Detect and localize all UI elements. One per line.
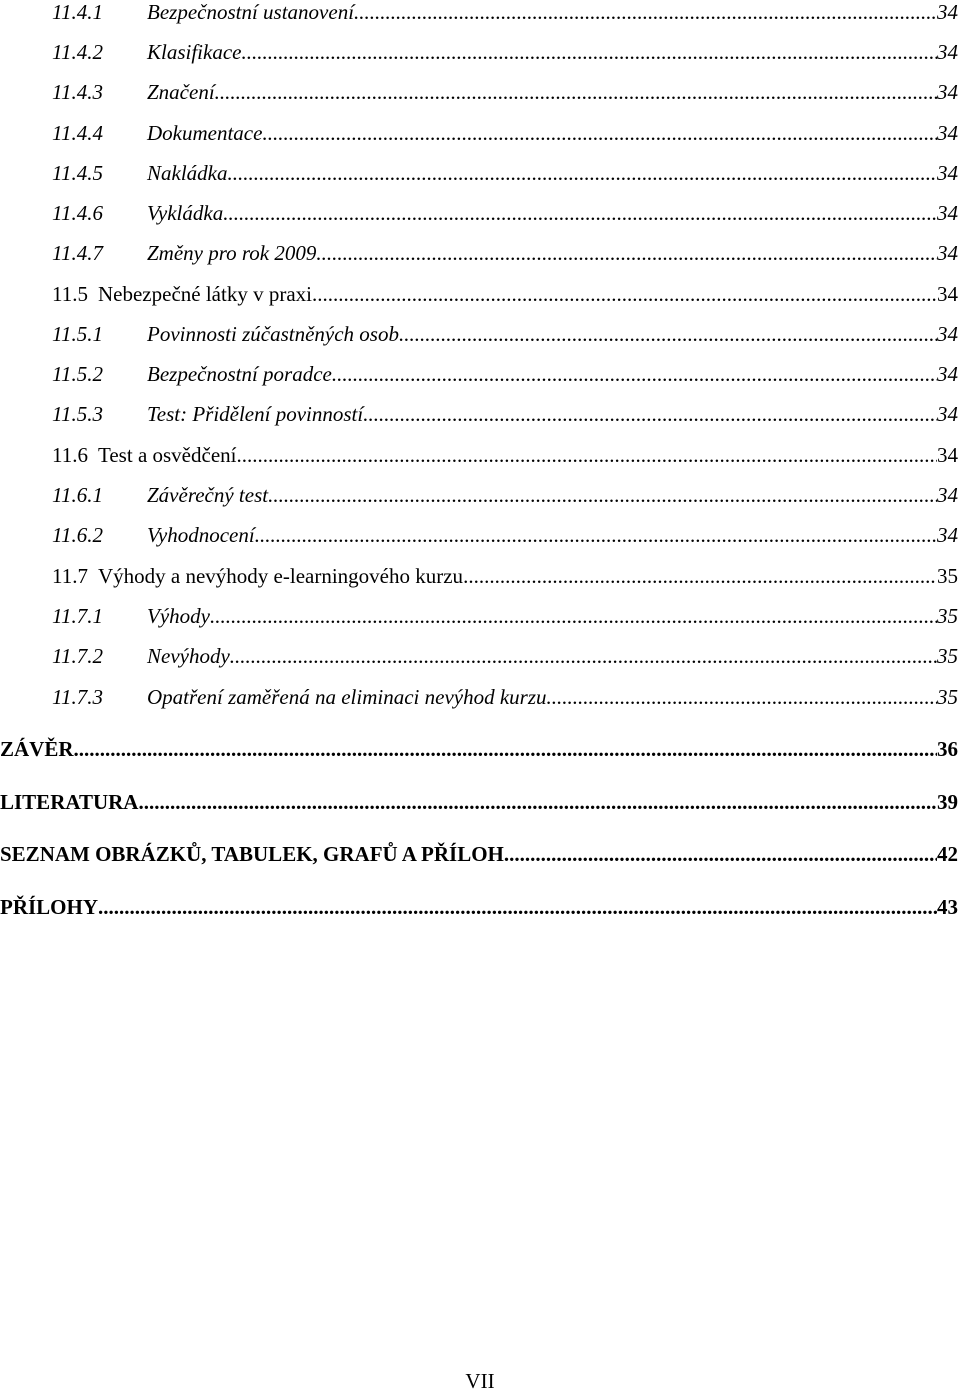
toc-entry-number: 11.5.1 xyxy=(52,322,103,346)
toc-entry-title: Vyhodnocení xyxy=(147,523,255,547)
toc-entry-number: 11.7.2 xyxy=(52,644,103,668)
dot-leader xyxy=(316,238,937,268)
toc-entry[interactable] xyxy=(0,561,958,591)
toc-entry-page: 34 xyxy=(937,322,958,346)
toc-entry-number: 11.4.1 xyxy=(52,0,103,24)
dot-leader xyxy=(547,682,937,712)
toc-entry-title: Změny pro rok 2009 xyxy=(147,241,317,265)
dot-leader xyxy=(215,77,937,107)
dot-leader xyxy=(236,440,937,470)
toc-entry-number: 11.4.5 xyxy=(52,161,103,185)
toc-entry[interactable] xyxy=(0,601,958,631)
toc-entry-number: 11.6.1 xyxy=(52,483,103,507)
dot-leader xyxy=(74,734,937,764)
toc-entry[interactable] xyxy=(0,641,958,671)
toc-entry[interactable] xyxy=(0,198,958,228)
toc-entry-number: 11.4.7 xyxy=(52,241,103,265)
toc-entry[interactable] xyxy=(0,37,958,67)
toc-entry-title: SEZNAM OBRÁZKŮ, TABULEK, GRAFŮ A PŘÍLOH xyxy=(0,842,504,866)
toc-entry[interactable] xyxy=(0,77,958,107)
dot-leader xyxy=(504,839,937,869)
dot-leader xyxy=(262,118,937,148)
dot-leader xyxy=(98,892,937,922)
toc-entry-page: 34 xyxy=(937,483,958,507)
toc-entry-title: Výhody a nevýhody e-learningového kurzu xyxy=(98,564,464,588)
toc-entry-page: 34 xyxy=(937,40,958,64)
toc-entry-page: 34 xyxy=(937,282,958,306)
dot-leader xyxy=(332,359,937,389)
toc-chapter[interactable] xyxy=(0,734,958,764)
toc-entry[interactable] xyxy=(0,440,958,470)
toc-entry-number: 11.6 xyxy=(52,443,88,467)
toc-entry-title: Test: Přidělení povinností xyxy=(147,402,364,426)
toc-chapter[interactable] xyxy=(0,839,958,869)
toc-entry-title: ZÁVĚR xyxy=(0,737,74,761)
toc-entry-page: 34 xyxy=(937,161,958,185)
dot-leader xyxy=(268,480,937,510)
toc-entry[interactable] xyxy=(0,118,958,148)
toc-entry-title: Dokumentace xyxy=(147,121,263,145)
toc-entry-page: 34 xyxy=(937,362,958,386)
toc-entry[interactable] xyxy=(0,399,958,429)
toc-entry-page: 34 xyxy=(937,241,958,265)
toc-entry-page: 34 xyxy=(937,201,958,225)
dot-leader xyxy=(227,158,937,188)
toc-entry-title: Výhody xyxy=(147,604,210,628)
toc-entry-page: 35 xyxy=(937,564,958,588)
toc-entry-page: 35 xyxy=(937,685,958,709)
toc-entry-page: 34 xyxy=(937,402,958,426)
toc-entry-title: Značení xyxy=(147,80,215,104)
toc-entry-title: Povinnosti zúčastněných osob xyxy=(147,322,399,346)
dot-leader xyxy=(138,787,937,817)
toc-entry-title: Klasifikace xyxy=(147,40,242,64)
toc-entry-page: 34 xyxy=(937,121,958,145)
toc-entry-page: 34 xyxy=(937,523,958,547)
toc-entry[interactable] xyxy=(0,238,958,268)
dot-leader xyxy=(255,520,937,550)
dot-leader xyxy=(399,319,937,349)
toc-entry-number: 11.7.1 xyxy=(52,604,103,628)
toc-entry-title: Nakládka xyxy=(147,161,228,185)
toc-entry-number: 11.6.2 xyxy=(52,523,103,547)
toc-entry[interactable] xyxy=(0,480,958,510)
toc-entry[interactable] xyxy=(0,520,958,550)
toc-entry-page: 34 xyxy=(937,80,958,104)
toc-entry-number: 11.5 xyxy=(52,282,88,306)
toc-entry-title: Nevýhody xyxy=(147,644,230,668)
toc-chapter[interactable] xyxy=(0,787,958,817)
dot-leader xyxy=(241,37,937,67)
toc-entry-page: 36 xyxy=(937,737,958,761)
toc-entry-title: Vykládka xyxy=(147,201,224,225)
toc-entry-number: 11.7.3 xyxy=(52,685,103,709)
dot-leader xyxy=(223,198,937,228)
toc-entry-number: 11.4.6 xyxy=(52,201,103,225)
toc-entry[interactable] xyxy=(0,359,958,389)
toc-entry-page: 43 xyxy=(937,895,958,919)
toc-entry-title: PŘÍLOHY xyxy=(0,895,99,919)
dot-leader xyxy=(210,601,937,631)
toc-entry[interactable] xyxy=(0,279,958,309)
toc-entry-title: Test a osvědčení xyxy=(98,443,237,467)
toc-entry-number: 11.5.2 xyxy=(52,362,103,386)
dot-leader xyxy=(230,641,937,671)
toc-entry-title: Závěrečný test xyxy=(147,483,269,507)
toc-entry-title: Bezpečnostní ustanovení xyxy=(147,0,355,24)
toc-entry-page: 34 xyxy=(937,0,958,24)
toc-entry-title: Opatření zaměřená na eliminaci nevýhod kurzu xyxy=(147,685,547,709)
toc-entry[interactable] xyxy=(0,0,958,27)
toc-entry-page: 35 xyxy=(937,604,958,628)
dot-leader xyxy=(363,399,937,429)
toc-entry[interactable] xyxy=(0,319,958,349)
toc-entry-page: 35 xyxy=(937,644,958,668)
toc-chapter[interactable] xyxy=(0,892,958,922)
toc-entry[interactable] xyxy=(0,682,958,712)
toc-entry-title: LITERATURA xyxy=(0,790,139,814)
toc-entry[interactable] xyxy=(0,158,958,188)
toc-entry-page: 34 xyxy=(937,443,958,467)
dot-leader xyxy=(354,0,937,27)
dot-leader xyxy=(463,561,937,591)
toc-entry-page: 39 xyxy=(937,790,958,814)
toc-entry-number: 11.4.4 xyxy=(52,121,103,145)
toc-entry-number: 11.4.3 xyxy=(52,80,103,104)
toc-entry-page: 42 xyxy=(937,842,958,866)
dot-leader xyxy=(312,279,937,309)
toc-entry-number: 11.7 xyxy=(52,564,88,588)
toc-entry-number: 11.4.2 xyxy=(52,40,103,64)
toc-entry-title: Bezpečnostní poradce xyxy=(147,362,332,386)
toc-entry-number: 11.5.3 xyxy=(52,402,103,426)
page-number: VII xyxy=(465,1369,495,1393)
toc-entry-title: Nebezpečné látky v praxi xyxy=(98,282,312,306)
